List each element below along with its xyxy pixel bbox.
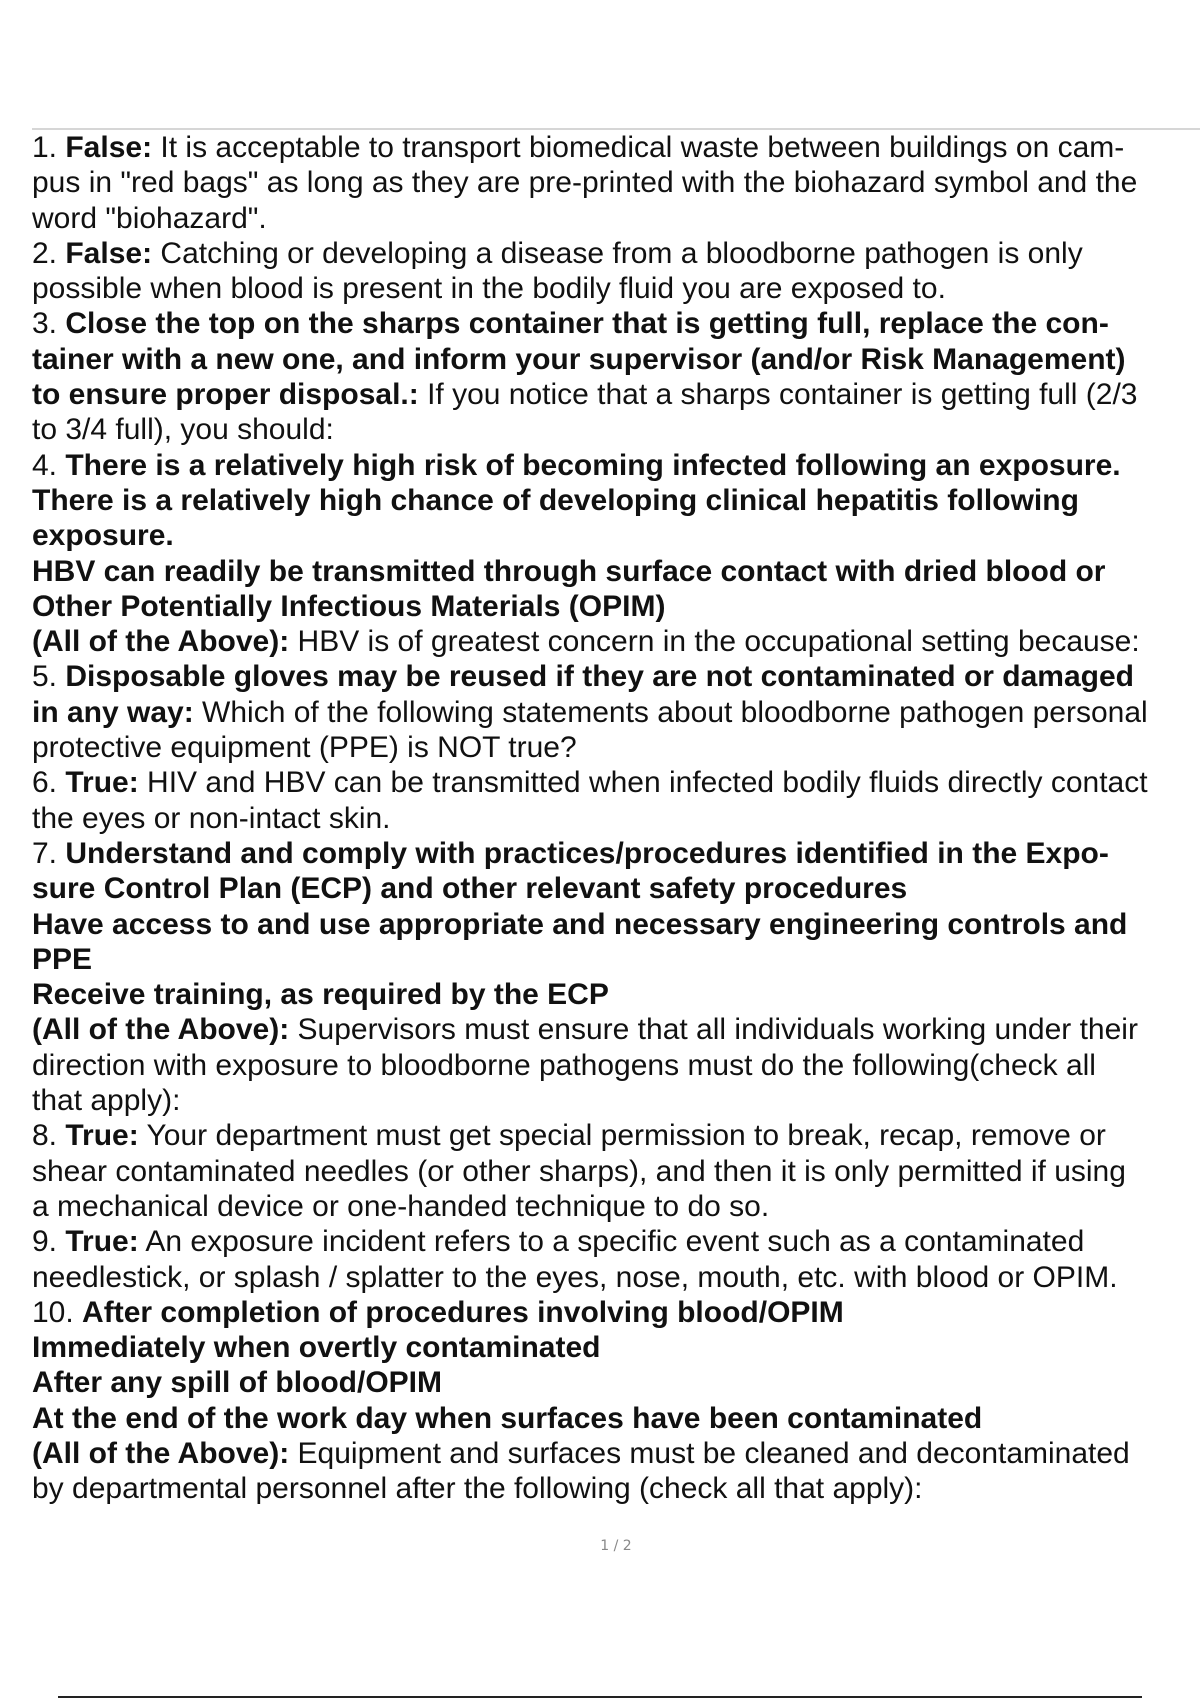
answer-text: sure Control Plan (ECP) and other relevant safety procedures xyxy=(32,872,908,906)
text-line xyxy=(32,730,1200,765)
text-line xyxy=(32,165,1200,200)
question-text: a mechanical device or one-handed technique to do so. xyxy=(32,1189,770,1223)
text-line xyxy=(32,1436,1200,1471)
answer-text: Other Potentially Infectious Materials (OPIM) xyxy=(32,589,666,623)
text-line xyxy=(32,624,1200,659)
text-line xyxy=(32,306,1200,341)
text-line xyxy=(32,695,1200,730)
text-line xyxy=(32,1118,1200,1153)
text-line xyxy=(32,236,1200,271)
question-text: that apply): xyxy=(32,1084,181,1118)
answer-text: exposure. xyxy=(32,519,174,553)
question-text: 2. xyxy=(32,236,66,270)
text-line xyxy=(32,589,1200,624)
answer-text: (All of the Above): xyxy=(32,625,290,659)
text-line xyxy=(32,1401,1200,1436)
question-text: 1. xyxy=(32,131,66,164)
question-text: 7. xyxy=(32,836,66,870)
text-line xyxy=(32,1471,1200,1506)
text-line xyxy=(32,1048,1200,1083)
text-line xyxy=(32,1012,1200,1047)
text-line xyxy=(32,907,1200,942)
question-text: 3. xyxy=(32,307,66,341)
answer-text: PPE xyxy=(32,942,93,976)
text-line xyxy=(32,836,1200,871)
answer-text: Understand and comply with practices/procedures identified in the Expo- xyxy=(65,836,1109,870)
question-text: If you notice that a sharps container is getting full (2/3 xyxy=(418,378,1138,412)
question-text: 8. xyxy=(32,1119,66,1153)
question-text: word "biohazard". xyxy=(32,201,267,235)
question-text: It is acceptable to transport biomedical waste between buildings on cam- xyxy=(152,131,1125,164)
text-line xyxy=(32,1224,1200,1259)
question-text: Your department must get special permission to break, recap, remove or xyxy=(138,1119,1106,1153)
answer-text: to ensure proper disposal.: xyxy=(32,378,419,412)
answer-text: (All of the Above): xyxy=(32,1013,290,1047)
answer-text: False: xyxy=(65,131,153,164)
text-line xyxy=(32,377,1200,412)
answer-text: True: xyxy=(65,1225,139,1259)
page-number: 1 / 2 xyxy=(600,1538,632,1554)
answer-text: Close the top on the sharps container that is getting full, replace the con- xyxy=(65,307,1109,341)
text-line xyxy=(32,412,1200,447)
answer-text: True: xyxy=(65,766,139,800)
question-text: 4. xyxy=(32,448,66,482)
question-text: to 3/4 full), you should: xyxy=(32,413,334,447)
question-text: 5. xyxy=(32,660,66,694)
answer-text: Disposable gloves may be reused if they are not contaminated or damaged xyxy=(65,660,1134,694)
question-text: Equipment and surfaces must be cleaned and decontaminated xyxy=(289,1436,1130,1470)
text-line xyxy=(32,942,1200,977)
question-text: HBV is of greatest concern in the occupational setting because: xyxy=(289,625,1140,659)
question-text: pus in "red bags" as long as they are pre-printed with the biohazard symbol and the xyxy=(32,166,1138,200)
answer-text: There is a relatively high chance of developing clinical hepatitis following xyxy=(32,483,1079,517)
text-line xyxy=(32,554,1200,589)
text-line xyxy=(32,342,1200,377)
answer-text: Have access to and use appropriate and necessary engineering controls and xyxy=(32,907,1128,941)
text-line xyxy=(32,871,1200,906)
question-text: Which of the following statements about bloodborne pathogen personal xyxy=(193,695,1148,729)
text-line xyxy=(32,1083,1200,1118)
text-line xyxy=(32,1330,1200,1365)
question-text: the eyes or non-intact skin. xyxy=(32,801,391,835)
text-line xyxy=(32,765,1200,800)
text-line xyxy=(32,518,1200,553)
answer-text: HBV can readily be transmitted through surface contact with dried blood or xyxy=(32,554,1106,588)
text-line xyxy=(32,448,1200,483)
text-line xyxy=(32,801,1200,836)
text-line xyxy=(32,1260,1200,1295)
question-text: 9. xyxy=(32,1225,66,1259)
question-text: by departmental personnel after the following (check all that apply): xyxy=(32,1472,923,1506)
question-text: shear contaminated needles (or other sharps), and then it is only permitted if using xyxy=(32,1154,1126,1188)
question-text: Supervisors must ensure that all individuals working under their xyxy=(289,1013,1138,1047)
answer-text: tainer with a new one, and inform your supervisor (and/or Risk Management) xyxy=(32,342,1126,376)
question-text: 10. xyxy=(32,1295,83,1329)
question-text: 6. xyxy=(32,766,66,800)
answer-text: After any spill of blood/OPIM xyxy=(32,1366,443,1400)
answer-text: Receive training, as required by the ECP xyxy=(32,978,609,1012)
question-text: direction with exposure to bloodborne pathogens must do the following(check all xyxy=(32,1048,1096,1082)
question-text: protective equipment (PPE) is NOT true? xyxy=(32,731,577,765)
text-line xyxy=(32,1154,1200,1189)
answer-text: True: xyxy=(65,1119,139,1153)
text-line xyxy=(32,201,1200,236)
text-line xyxy=(32,1365,1200,1400)
answer-text: At the end of the work day when surfaces have been contaminated xyxy=(32,1401,983,1435)
text-line xyxy=(32,130,1200,165)
text-line xyxy=(32,271,1200,306)
question-text: HIV and HBV can be transmitted when infected bodily fluids directly contact xyxy=(138,766,1148,800)
question-text: An exposure incident refers to a specific event such as a contaminated xyxy=(138,1225,1085,1259)
answer-text: Immediately when overtly contaminated xyxy=(32,1331,601,1365)
question-text: Catching or developing a disease from a bloodborne pathogen is only xyxy=(152,236,1083,270)
answer-text: False: xyxy=(65,236,153,270)
text-line xyxy=(32,977,1200,1012)
answer-text: in any way: xyxy=(32,695,194,729)
text-line xyxy=(32,659,1200,694)
text-line xyxy=(32,1295,1200,1330)
answer-text: (All of the Above): xyxy=(32,1436,290,1470)
answer-text: After completion of procedures involving blood/OPIM xyxy=(82,1295,844,1329)
question-text: needlestick, or splash / splatter to the eyes, nose, mouth, etc. with blood or OPIM. xyxy=(32,1260,1118,1294)
question-answer-list xyxy=(32,130,1200,1507)
footer-divider xyxy=(58,1696,1142,1698)
question-text: possible when blood is present in the bodily fluid you are exposed to. xyxy=(32,272,946,306)
text-line xyxy=(32,483,1200,518)
answer-text: There is a relatively high risk of becoming infected following an exposure. xyxy=(65,448,1121,482)
text-line xyxy=(32,1189,1200,1224)
